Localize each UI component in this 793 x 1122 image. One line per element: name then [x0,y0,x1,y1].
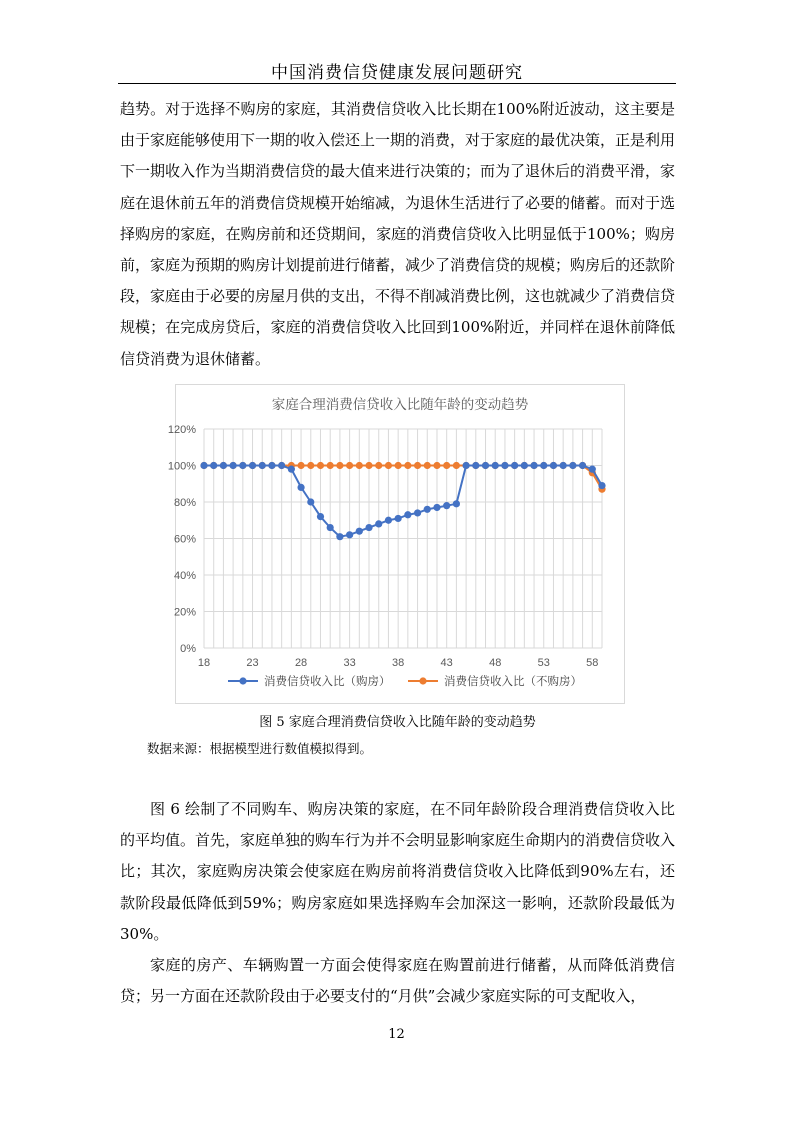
y-tick-label: 20% [173,606,196,619]
chart-svg [167,385,624,703]
data-point-s0-age-57 [579,462,586,469]
data-point-s0-age-45 [462,462,469,469]
data-point-s0-age-36 [375,520,382,527]
data-point-s0-age-58 [589,466,596,473]
running-header: 中国消费信贷健康发展问题研究 [271,63,523,83]
data-point-s1-age-34 [356,462,363,469]
data-point-s0-age-29 [307,498,314,505]
body-paragraph-2: 图 6 绘制了不同购车、购房决策的家庭，在不同年龄阶段合理消费信贷收入比的平均值。首先，家庭单独的购车行为并不会明显影响家庭生命期内的消费信贷收入比；其次，家庭购房决策会使家庭在购房前将消费信贷收入比降低到90%左右，还款阶段最低降低到59%；购房家庭如果选择购车会加深这一影响，还款阶段最低为30%。 [120,800,676,943]
body-paragraph-1: 趋势。对于选择不购房的家庭，其消费信贷收入比长期在100%附近波动，这主要是由于家庭能够使用下一期的收入偿还上一期的消费，对于家庭的最优决策，正是利用下一期收入作为当期消费信贷的最大值来进行决策的；而为了退休后的消费平滑，家庭在退休前五年的消费信贷规模开始缩减，为退休生活进行了必要的储蓄。而对于选择购房的家庭，在购房前和还贷期间，家庭的消费信贷收入比明显低于100%；购房前，家庭为预期的购房计划提前进行储蓄，减少了消费信贷的规模；购房后的还款阶段，家庭由于必要的房屋月供的支出，不得不削减消费比例，这也就减少了消费信贷规模；在完成房贷后，家庭的消费信贷收入比回到100%附近，并同样在退休前降低信贷消费为退休储蓄。 [120,100,676,368]
header-rule [118,83,676,84]
y-tick-label: 100% [167,460,196,473]
data-point-s0-age-19 [210,462,217,469]
y-tick-label: 80% [173,497,196,509]
legend-swatch-marker-0 [239,677,246,684]
data-point-s0-age-32 [336,533,343,540]
data-point-s1-age-36 [375,462,382,469]
data-point-s1-age-35 [365,462,372,469]
data-point-s0-age-44 [453,500,460,507]
data-point-s1-age-39 [404,462,411,469]
legend-label-1: 消费信贷收入比（不购房） [444,674,582,688]
data-point-s0-age-24 [259,462,266,469]
series-line-1 [204,466,602,490]
data-point-s0-age-56 [569,462,576,469]
data-point-s0-age-46 [472,462,479,469]
data-point-s1-age-43 [443,462,450,469]
body-paragraph-3: 家庭的房产、车辆购置一方面会使得家庭在购置前进行储蓄，从而降低消费信贷；另一方面在还款阶段由于必要支付的“月供”会减少家庭实际的可支配收入， [120,956,675,1006]
data-point-s0-age-30 [317,513,324,520]
y-tick-label: 60% [173,533,196,546]
x-tick-label: 28 [294,657,308,669]
x-tick-label: 43 [440,657,453,669]
data-point-s0-age-22 [239,462,246,469]
data-point-s1-age-31 [327,462,334,469]
x-tick-label: 33 [343,657,356,669]
data-point-s0-age-20 [220,462,227,469]
data-point-s0-age-54 [550,462,557,469]
x-tick-label: 53 [537,657,550,669]
x-tick-label: 58 [586,657,599,669]
data-point-s0-age-55 [560,462,567,469]
data-point-s0-age-41 [424,506,431,513]
data-point-s0-age-50 [511,462,518,469]
data-point-s0-age-27 [288,466,295,473]
data-point-s0-age-35 [365,524,372,531]
data-point-s0-age-42 [433,504,440,511]
data-point-s1-age-29 [307,462,314,469]
data-point-s1-age-30 [317,462,324,469]
line-chart [167,384,625,704]
data-point-s0-age-37 [385,517,392,524]
data-point-s0-age-53 [540,462,547,469]
data-point-s1-age-32 [336,462,343,469]
x-tick-label: 23 [246,657,259,669]
x-tick-label: 38 [392,657,405,669]
x-tick-label: 48 [489,657,502,669]
data-point-s0-age-26 [278,462,285,469]
data-point-s0-age-48 [492,462,499,469]
y-tick-label: 120% [167,424,196,436]
data-point-s0-age-59 [598,482,605,489]
data-point-s1-age-38 [395,462,402,469]
data-point-s0-age-49 [501,462,508,469]
y-tick-label: 40% [173,570,196,582]
data-point-s1-age-28 [297,462,304,469]
data-point-s0-age-47 [482,462,489,469]
data-point-s0-age-34 [356,528,363,535]
data-point-s0-age-51 [521,462,528,469]
data-point-s0-age-39 [404,511,411,518]
figure-caption: 图 5 家庭合理消费信贷收入比随年龄的变动趋势 [259,715,536,730]
data-point-s1-age-37 [385,462,392,469]
data-point-s1-age-41 [424,462,431,469]
data-point-s0-age-23 [249,462,256,469]
data-point-s1-age-33 [346,462,353,469]
data-point-s0-age-31 [327,524,334,531]
data-point-s0-age-43 [443,502,450,509]
legend-swatch-marker-1 [419,677,426,684]
chart-title: 家庭合理消费信贷收入比随年龄的变动趋势 [271,397,529,413]
data-point-s0-age-40 [414,509,421,516]
data-point-s1-age-44 [453,462,460,469]
data-point-s0-age-52 [530,462,537,469]
legend-label-0: 消费信贷收入比（购房） [264,674,391,688]
data-point-s0-age-18 [200,462,207,469]
data-point-s0-age-21 [230,462,237,469]
series-line-0 [204,466,602,537]
data-point-s0-age-28 [297,484,304,491]
data-point-s1-age-42 [433,462,440,469]
page-number: 12 [388,1027,405,1042]
y-tick-label: 0% [180,643,196,655]
data-point-s1-age-40 [414,462,421,469]
x-tick-label: 18 [197,657,211,669]
data-point-s0-age-38 [395,515,402,522]
data-point-s0-age-25 [268,462,275,469]
figure-source: 数据来源：根据模型进行数值模拟得到。 [147,741,373,756]
data-point-s0-age-33 [346,531,353,538]
